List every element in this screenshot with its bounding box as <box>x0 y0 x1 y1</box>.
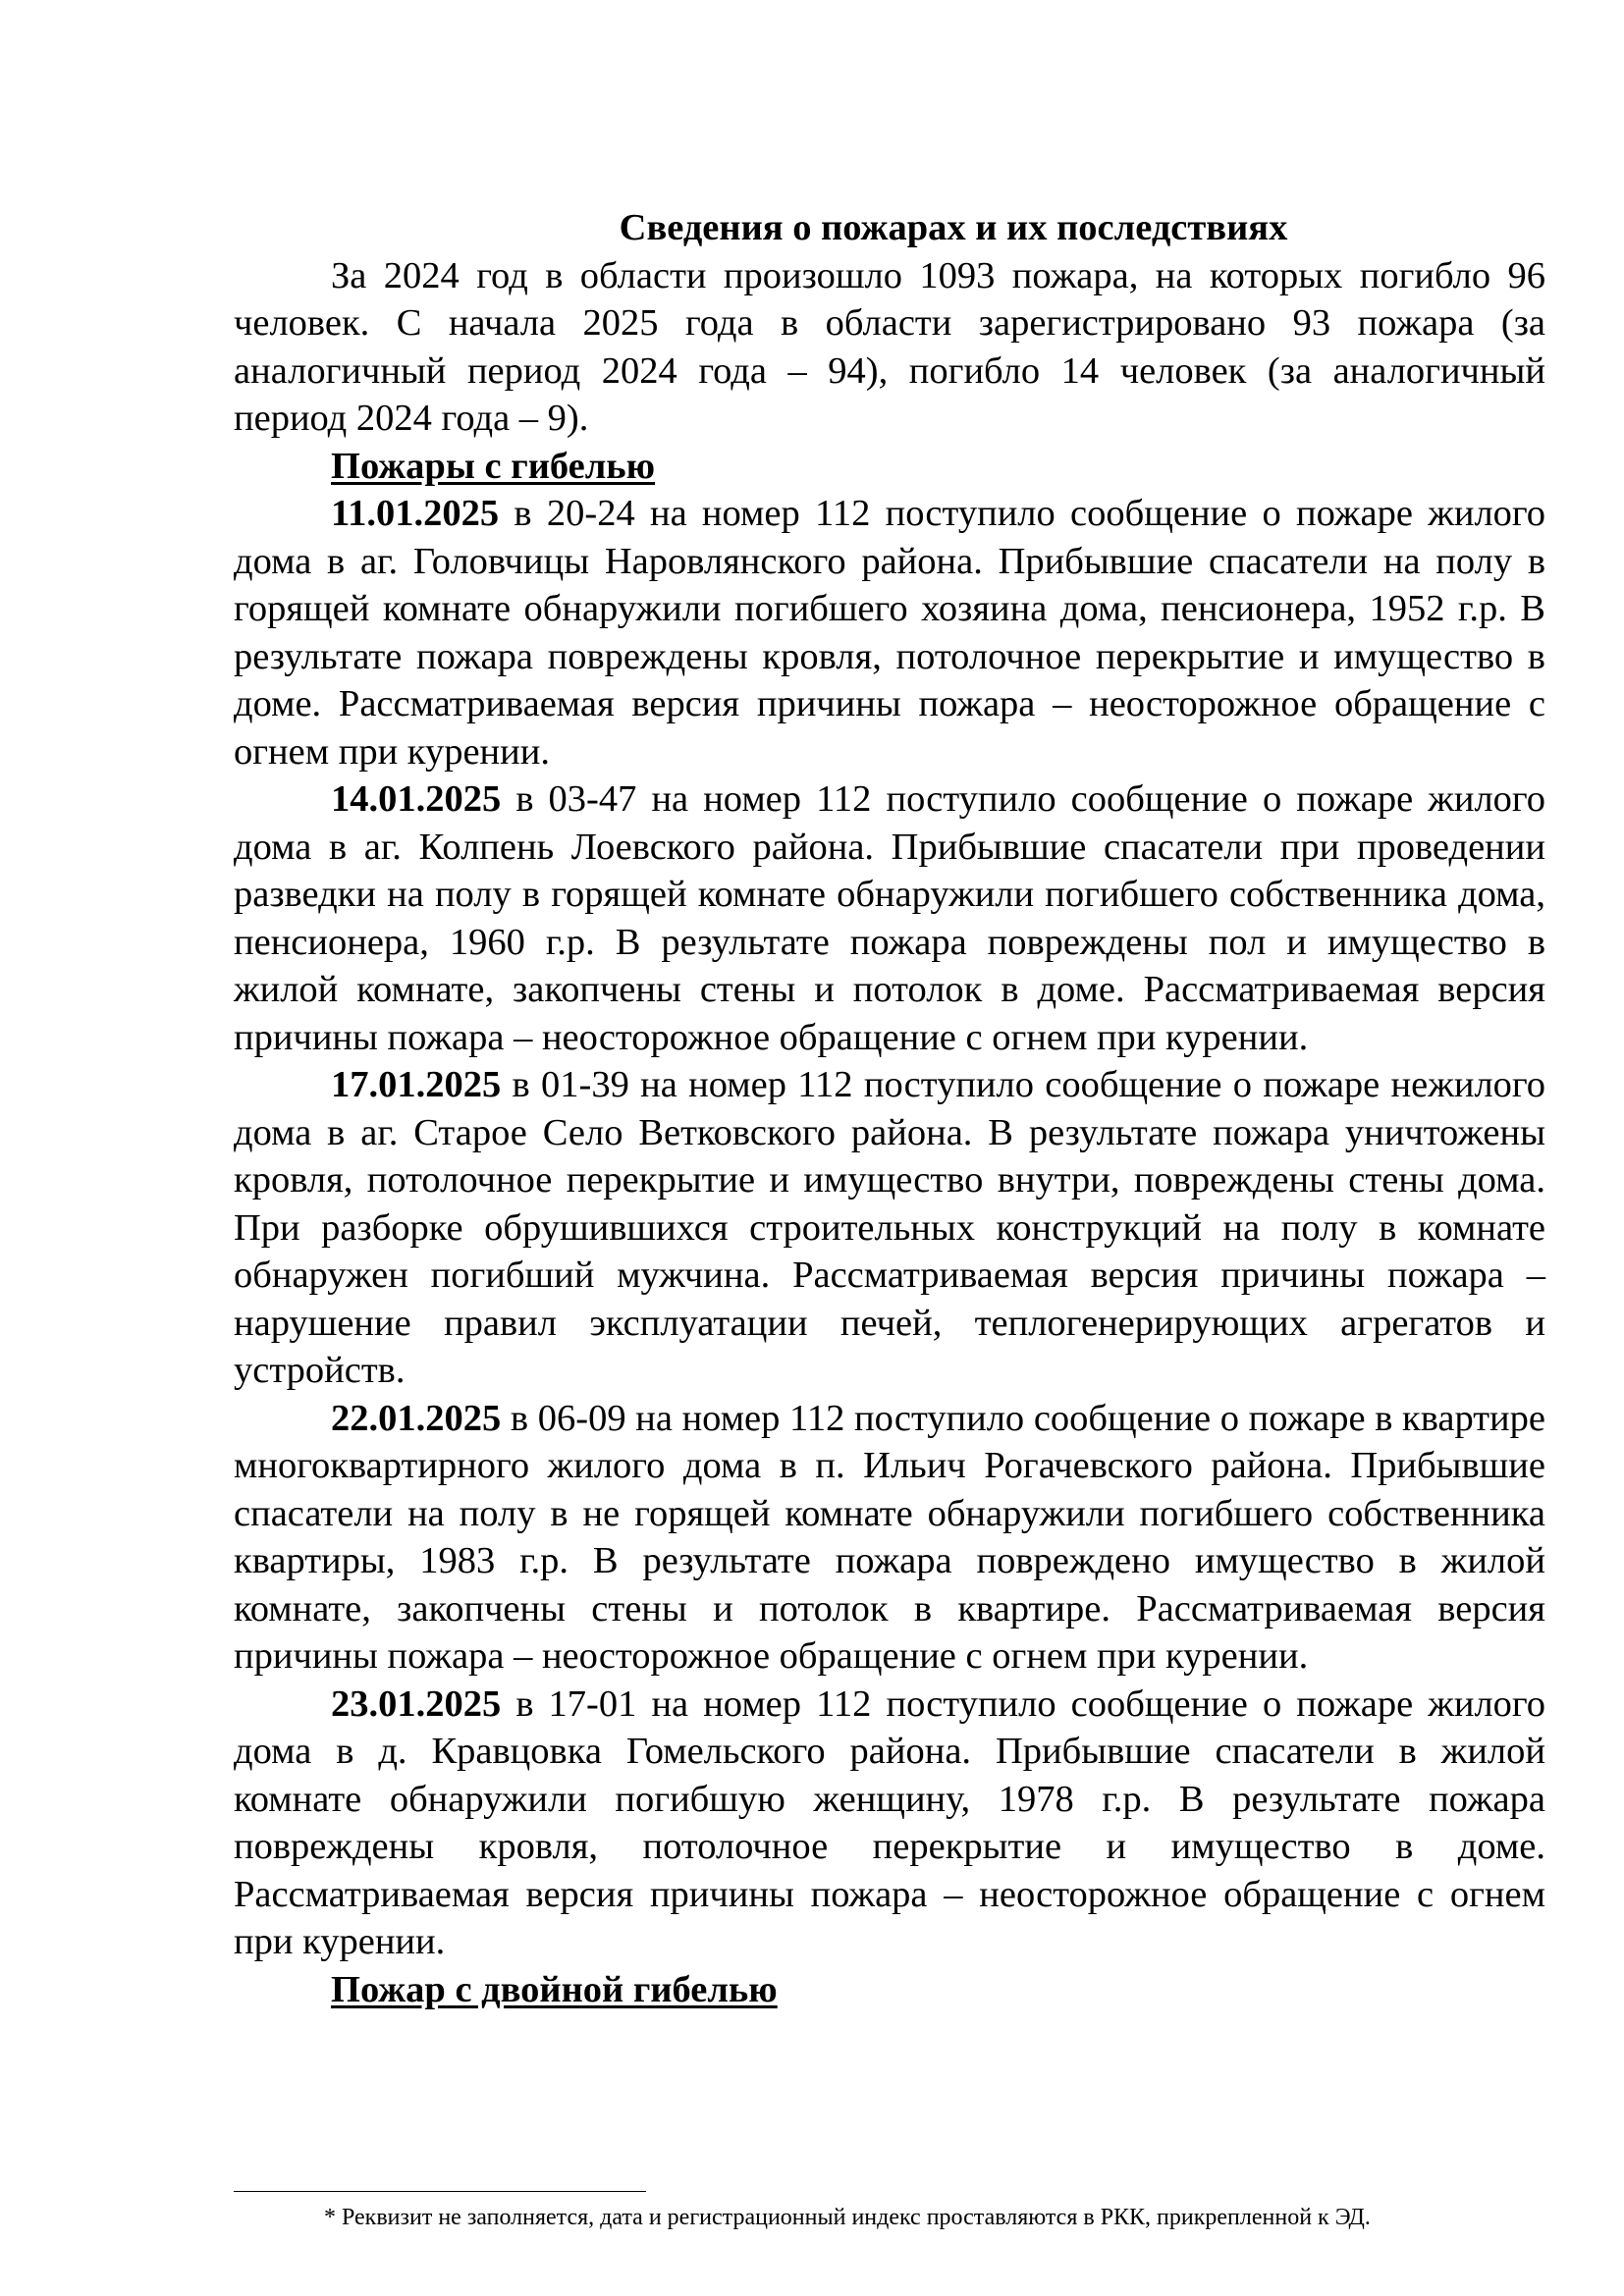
incident-date: 17.01.2025 <box>331 1064 502 1105</box>
incident-paragraph <box>234 490 1545 775</box>
incident-date: 14.01.2025 <box>331 778 502 820</box>
footnote-divider <box>234 2191 646 2192</box>
footnote: * Реквизит не заполняется, дата и регистрационный индекс проставляются в РКК, прикрепленной к ЭД. <box>324 2205 1371 2230</box>
intro-paragraph: За 2024 год в области произошло 1093 пожара, на которых погибло 96 человек. С начала 2025 года в области зарегистрировано 93 пожара (за аналогичный период 2024 года – 94), погибло 14 человек (за аналогичный период 2024 года – 9). <box>234 254 1545 439</box>
document-title: Сведения о пожарах и их последствиях <box>619 207 1288 248</box>
incident-text: в 01-39 на номер 112 поступило сообщение о пожаре нежилого дома в аг. Старое Село Ветковского района. В результате пожара уничтожены кровля, потолочное перекрытие и имущество внутри, повреждены стены дома. При разборке обрушившихся строительных конструкций на полу в комнате обнаружен погибший мужчина. Рассматриваемая версия причины пожара – нарушение правил эксплуатации печей, теплогенерирующих агрегатов и устройств. <box>234 1064 1545 1391</box>
incident-text: в 03-47 на номер 112 поступило сообщение о пожаре жилого дома в аг. Колпень Лоевского района. Прибывшие спасатели при проведении разведки на полу в горящей комнате обнаружили погибшего собственника дома, пенсионера, 1960 г.р. В результате пожара повреждены пол и имущество в жилой комнате, закопчены стены и потолок в доме. Рассматриваемая версия причины пожара – неосторожное обращение с огнем при курении. <box>234 778 1545 1058</box>
incident-date: 22.01.2025 <box>331 1397 502 1439</box>
incident-paragraph <box>234 1061 1545 1395</box>
section-heading-fatal-fires: Пожары с гибелью <box>331 445 656 487</box>
incident-paragraph <box>234 775 1545 1061</box>
incident-paragraph <box>234 1395 1545 1681</box>
incident-date: 11.01.2025 <box>331 493 500 534</box>
incident-date: 23.01.2025 <box>331 1682 502 1725</box>
incident-paragraph <box>234 1681 1545 1966</box>
incident-text: в 20-24 на номер 112 поступило сообщение о пожаре жилого дома в аг. Головчицы Наровлянского района. Прибывшие спасатели на полу в горящей комнате обнаружили погибшего хозяина дома, пенсионера, 1952 г.р. В результате пожара повреждены кровля, потолочное перекрытие и имущество в доме. Рассматриваемая версия причины пожара – неосторожное обращение с огнем при курении. <box>234 493 1545 773</box>
incident-text: в 17-01 на номер 112 поступило сообщение о пожаре жилого дома в д. Кравцовка Гомельского района. Прибывшие спасатели в жилой комнате обнаружили погибшую женщину, 1978 г.р. В результате пожара повреждены кровля, потолочное перекрытие и имущество в доме. Рассматриваемая версия причины пожара – неосторожное обращение с огнем при курении. <box>234 1682 1545 1962</box>
incident-text: в 06-09 на номер 112 поступило сообщение о пожаре в квартире многоквартирного жилого дома в п. Ильич Рогачевского района. Прибывшие спасатели на полу в не горящей комнате обнаружили погибшего собственника квартиры, 1983 г.р. В результате пожара повреждено имущество в жилой комнате, закопчены стены и потолок в квартире. Рассматриваемая версия причины пожара – неосторожное обращение с огнем при курении. <box>234 1397 1545 1677</box>
section-heading-double-fatality: Пожар с двойной гибелью <box>331 1968 778 2010</box>
document-body <box>234 204 1545 2013</box>
